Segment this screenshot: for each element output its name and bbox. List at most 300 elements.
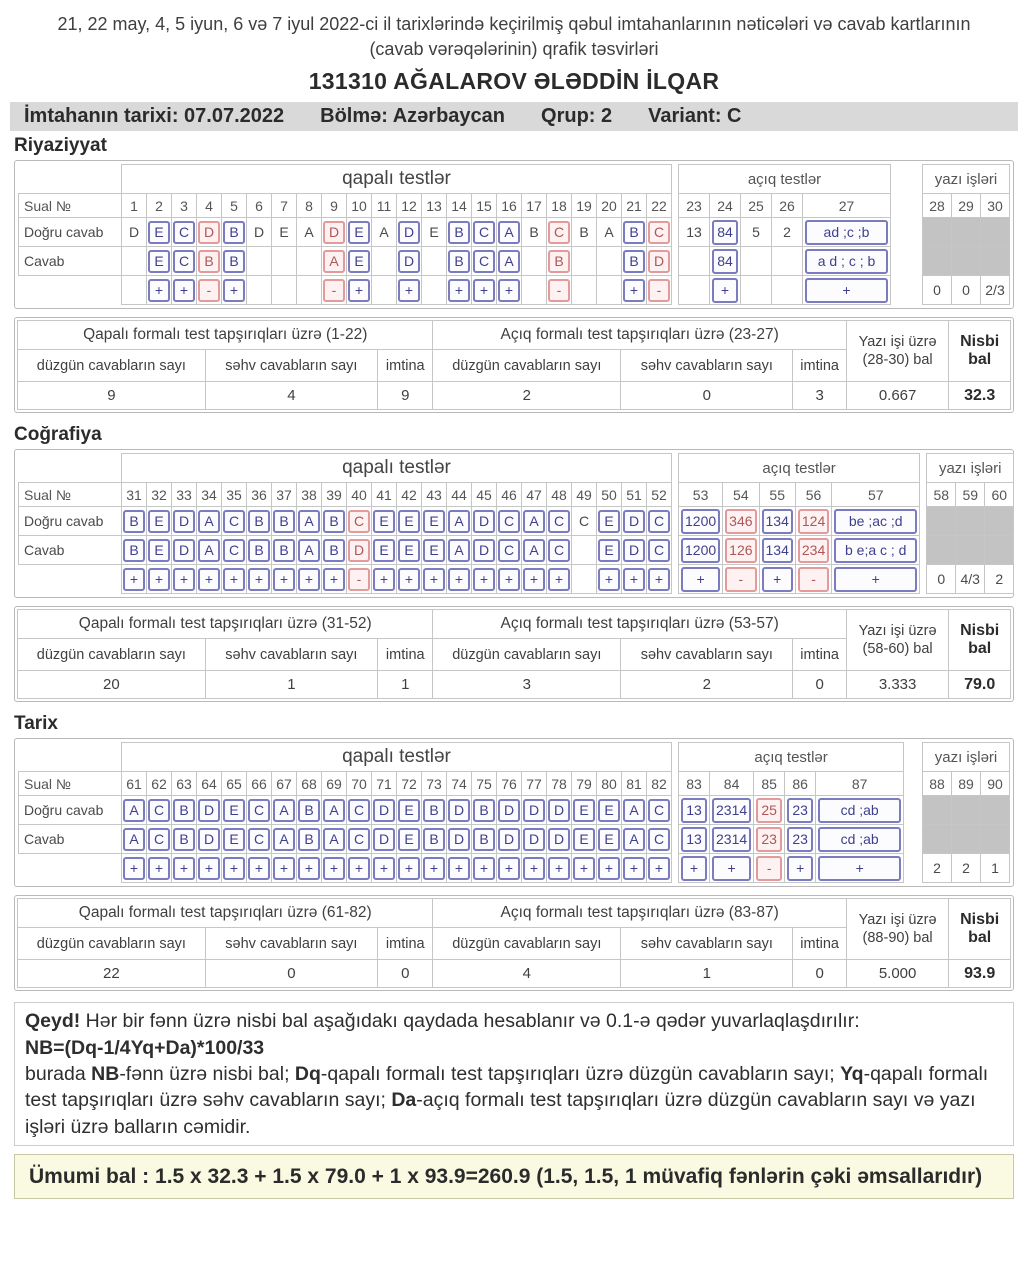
table-row	[923, 218, 1010, 247]
correct-answer-cell	[472, 796, 497, 825]
given-answer-cell	[679, 247, 710, 276]
correct-answer-cell	[597, 507, 622, 536]
answer-value-box: A	[298, 510, 320, 533]
given-answer-cell	[347, 825, 372, 854]
answer-value-box: B	[248, 539, 270, 562]
row-label-question: Sual №	[19, 194, 122, 218]
mark-cell	[772, 276, 803, 305]
answer-value-box: -	[323, 279, 345, 302]
given-answer-cell	[472, 247, 497, 276]
mark-cell	[372, 276, 397, 305]
nisbi-bal-value: 93.9	[949, 960, 1011, 988]
answer-value-box: D	[623, 510, 645, 533]
correct-answer-cell	[147, 507, 172, 536]
row-label-given: Cavab	[19, 247, 122, 276]
closed-tests-table	[18, 164, 672, 305]
answer-value-box: D	[373, 828, 395, 851]
answer-value-box: +	[398, 568, 420, 591]
note-segment: NB=(Dq-1/4Yq+Da)*100/33	[25, 1036, 265, 1059]
answer-value-box: B	[173, 828, 195, 851]
question-number: 19	[572, 194, 597, 218]
summary-nisbi-label: Nisbi bal	[949, 321, 1011, 382]
open-tests-header: açıq testlər	[679, 454, 920, 483]
mark-cell	[447, 854, 472, 883]
correct-answer-cell	[247, 796, 272, 825]
question-number: 25	[741, 194, 772, 218]
correct-answer-cell	[679, 796, 710, 825]
correct-answer-cell	[622, 218, 647, 247]
answer-value-box: A	[448, 539, 470, 562]
answer-value-box: 2314	[712, 827, 751, 852]
answer-value-box: +	[173, 857, 195, 880]
question-number: 70	[347, 772, 372, 796]
answer-value-box: C	[248, 828, 270, 851]
given-answer-cell	[572, 536, 597, 565]
answer-value-box: +	[273, 857, 295, 880]
answer-value-box: B	[448, 221, 470, 244]
mark-cell	[572, 276, 597, 305]
summary-subheader: səhv cavabların sayı	[621, 350, 793, 382]
given-answer-cell	[772, 247, 803, 276]
mark-cell	[322, 276, 347, 305]
answer-value-box: +	[498, 279, 520, 302]
answer-value-box: 23	[756, 827, 782, 852]
question-number: 81	[622, 772, 647, 796]
summary-value: 9	[18, 382, 206, 410]
correct-answer-cell	[447, 218, 472, 247]
correct-answer-cell	[172, 507, 197, 536]
correct-answer-cell	[816, 796, 904, 825]
closed-tests-table	[18, 453, 672, 594]
answer-value-box: C	[648, 510, 670, 533]
table-row	[923, 854, 1010, 883]
answer-value-box: E	[223, 828, 245, 851]
mark-cell	[122, 565, 147, 594]
correct-answer-cell	[622, 796, 647, 825]
answer-strip	[14, 738, 1014, 887]
mark-cell	[272, 854, 297, 883]
given-answer-cell	[547, 825, 572, 854]
mark-cell	[297, 565, 322, 594]
answer-value-box: B	[448, 250, 470, 273]
summary-subheader: səhv cavabların sayı	[205, 350, 377, 382]
table-row	[923, 247, 1010, 276]
answer-value-box: C	[498, 539, 520, 562]
answer-value-box: 23	[787, 798, 813, 823]
question-number: 64	[197, 772, 222, 796]
correct-answer-cell	[297, 218, 322, 247]
correct-answer-cell	[297, 507, 322, 536]
answer-value-box: 13	[681, 827, 707, 852]
mark-cell	[422, 854, 447, 883]
answer-value-box: B	[273, 510, 295, 533]
question-number: 9	[322, 194, 347, 218]
total-score-box: Ümumi bal : 1.5 x 32.3 + 1.5 x 79.0 + 1 x 93.9=260.9 (1.5, 1.5, 1 müvafiq fənlərin çəki əmsallarıdır)	[14, 1154, 1014, 1199]
given-answer-cell	[572, 247, 597, 276]
answer-value-box: D	[198, 828, 220, 851]
answer-value-box: be ;ac ;d	[834, 509, 917, 534]
answer-value-box: A	[623, 799, 645, 822]
summary-open-title: Açıq formalı test tapşırıqları üzrə (83-87)	[433, 899, 846, 928]
answer-value-box: D	[523, 799, 545, 822]
question-number: 62	[147, 772, 172, 796]
note-segment: burada	[25, 1063, 92, 1085]
open-tests-header: açıq testlər	[679, 165, 891, 194]
given-answer-cell	[522, 536, 547, 565]
correct-answer-cell	[222, 796, 247, 825]
table-row	[923, 276, 1010, 305]
given-answer-cell	[622, 536, 647, 565]
answer-value-box: 25	[756, 798, 782, 823]
answer-value: A	[604, 224, 614, 241]
answer-value-box: C	[548, 221, 570, 244]
answer-value-box: B	[298, 799, 320, 822]
answer-value-box: E	[148, 250, 170, 273]
given-answer-cell	[622, 247, 647, 276]
writing-scan-cell	[956, 507, 985, 536]
summary-subheader: düzgün cavabların sayı	[433, 350, 621, 382]
summary-subheader: düzgün cavabların sayı	[433, 928, 621, 960]
given-answer-cell	[422, 536, 447, 565]
answer-value-box: -	[198, 279, 220, 302]
given-answer-cell	[472, 536, 497, 565]
table-row	[679, 483, 920, 507]
question-number: 5	[222, 194, 247, 218]
question-number: 40	[347, 483, 372, 507]
answer-value-box: A	[523, 539, 545, 562]
given-answer-cell	[122, 247, 147, 276]
mark-cell	[597, 565, 622, 594]
correct-answer-cell	[422, 796, 447, 825]
answer-value-box: E	[148, 539, 170, 562]
given-answer-cell	[622, 825, 647, 854]
mark-cell	[197, 276, 222, 305]
correct-answer-cell	[647, 218, 672, 247]
mark-cell	[272, 276, 297, 305]
row-label-correct: Doğru cavab	[19, 796, 122, 825]
summary-value: 2	[433, 382, 621, 410]
answer-value-box: +	[623, 279, 645, 302]
mark-cell	[422, 565, 447, 594]
question-number: 47	[522, 483, 547, 507]
answer-value-box: B	[473, 799, 495, 822]
answer-value-box: A	[123, 828, 145, 851]
answer-value-box: +	[198, 568, 220, 591]
answer-value-box: +	[223, 857, 245, 880]
mark-cell	[622, 854, 647, 883]
table-row	[19, 565, 672, 594]
answer-value: 5	[752, 224, 760, 241]
row-label-question: Sual №	[19, 772, 122, 796]
given-answer-cell	[297, 536, 322, 565]
answer-value-box: C	[648, 828, 670, 851]
answer-value-box: D	[323, 221, 345, 244]
answer-value-box: D	[498, 799, 520, 822]
writing-scan-cell	[927, 507, 956, 536]
correct-answer-cell	[372, 218, 397, 247]
correct-answer-cell	[372, 507, 397, 536]
table-row	[19, 194, 672, 218]
given-answer-cell	[795, 536, 831, 565]
given-answer-cell	[272, 536, 297, 565]
correct-answer-cell	[197, 796, 222, 825]
given-answer-cell	[172, 825, 197, 854]
answer-value-box: +	[598, 857, 620, 880]
question-number: 58	[927, 483, 956, 507]
correct-answer-cell	[222, 507, 247, 536]
correct-answer-cell	[497, 507, 522, 536]
mark-cell	[622, 565, 647, 594]
given-answer-cell	[247, 536, 272, 565]
question-number: 75	[472, 772, 497, 796]
answer-value-box: A	[123, 799, 145, 822]
correct-answer-cell	[172, 796, 197, 825]
closed-tests-header: qapalı testlər	[122, 165, 672, 194]
mark-cell	[472, 854, 497, 883]
summary-value: 0	[793, 671, 846, 699]
answer-value-box: +	[498, 857, 520, 880]
question-number: 14	[447, 194, 472, 218]
question-number: 72	[397, 772, 422, 796]
answer-value-box: +	[548, 857, 570, 880]
summary-subheader: düzgün cavabların sayı	[433, 639, 621, 671]
note-segment: -qapalı formalı test tapşırıqları üzrə səhv cavabların sayı;	[25, 1063, 989, 1112]
answer-value-box: B	[173, 799, 195, 822]
given-answer-cell	[723, 536, 759, 565]
table-row	[18, 382, 1011, 410]
question-number: 21	[622, 194, 647, 218]
mark-cell	[172, 565, 197, 594]
answer-value-box: A	[198, 510, 220, 533]
corner-cell	[19, 454, 122, 483]
answer-value-box: C	[348, 510, 370, 533]
given-answer-cell	[272, 825, 297, 854]
mark-cell	[497, 854, 522, 883]
correct-answer-cell	[679, 507, 723, 536]
mark-cell	[597, 854, 622, 883]
answer-value-box: E	[573, 828, 595, 851]
summary-subheader: imtina	[793, 350, 846, 382]
mark-cell	[172, 854, 197, 883]
answer-value-box: E	[223, 799, 245, 822]
correct-answer-cell	[397, 796, 422, 825]
question-number: 88	[923, 772, 952, 796]
answer-value-box: D	[398, 221, 420, 244]
given-answer-cell	[222, 825, 247, 854]
mark-cell	[372, 854, 397, 883]
correct-answer-cell	[832, 507, 920, 536]
answer-value-box: +	[323, 857, 345, 880]
question-number: 56	[795, 483, 831, 507]
summary-value: 3.333	[846, 671, 949, 699]
table-row	[19, 276, 672, 305]
table-row	[19, 218, 672, 247]
correct-answer-cell	[197, 218, 222, 247]
table-row	[19, 743, 672, 772]
given-answer-cell	[347, 536, 372, 565]
question-number: 38	[297, 483, 322, 507]
summary-value: 2	[621, 671, 793, 699]
mark-cell	[647, 565, 672, 594]
question-number: 29	[952, 194, 981, 218]
answer-value-box: E	[348, 250, 370, 273]
given-answer-cell	[372, 825, 397, 854]
answer-value-box: +	[373, 857, 395, 880]
answer-value-box: +	[448, 568, 470, 591]
answer-value-box: C	[148, 828, 170, 851]
question-number: 84	[710, 772, 754, 796]
question-number: 45	[472, 483, 497, 507]
question-number: 57	[832, 483, 920, 507]
summary-subheader: imtina	[793, 639, 846, 671]
given-answer-cell	[803, 247, 891, 276]
correct-answer-cell	[347, 507, 372, 536]
summary-subheader: düzgün cavabların sayı	[18, 350, 206, 382]
subject-section	[14, 424, 1014, 702]
answer-value-box: 2314	[712, 798, 751, 823]
summary-table	[17, 609, 1011, 699]
writing-scan-cell	[985, 536, 1014, 565]
mark-cell	[723, 565, 759, 594]
given-answer-cell	[647, 825, 672, 854]
answer-value-box: C	[648, 539, 670, 562]
writing-scan-cell	[927, 536, 956, 565]
correct-answer-cell	[322, 796, 347, 825]
table-row	[679, 454, 920, 483]
answer-value-box: B	[623, 221, 645, 244]
answer-value-box: cd ;ab	[818, 798, 901, 823]
mark-cell	[547, 854, 572, 883]
answer-value-box: C	[348, 828, 370, 851]
answer-value-box: C	[648, 799, 670, 822]
answer-value-box: D	[548, 828, 570, 851]
given-answer-cell	[597, 536, 622, 565]
summary-closed-title: Qapalı formalı test tapşırıqları üzrə (31-52)	[18, 610, 433, 639]
mark-cell	[547, 565, 572, 594]
question-number: 7	[272, 194, 297, 218]
table-row	[18, 610, 1011, 639]
question-number: 27	[803, 194, 891, 218]
correct-answer-cell	[422, 507, 447, 536]
mark-cell	[397, 565, 422, 594]
question-number: 54	[723, 483, 759, 507]
answer-value-box: +	[348, 857, 370, 880]
answer-value: 2	[783, 224, 791, 241]
answer-value-box: +	[681, 856, 707, 881]
corner-cell	[19, 276, 122, 305]
summary-subheader: imtina	[378, 928, 433, 960]
row-label-given: Cavab	[19, 536, 122, 565]
answer-value-box: +	[623, 568, 645, 591]
answer-value-box: +	[448, 857, 470, 880]
given-answer-cell	[422, 825, 447, 854]
table-row	[679, 536, 920, 565]
answer-value-box: B	[223, 221, 245, 244]
question-number: 24	[710, 194, 741, 218]
question-number: 74	[447, 772, 472, 796]
given-answer-cell	[322, 825, 347, 854]
writing-scan-cell	[923, 825, 952, 854]
answer-value-box: 23	[787, 827, 813, 852]
mark-cell	[472, 276, 497, 305]
question-number: 36	[247, 483, 272, 507]
mark-cell	[347, 276, 372, 305]
answer-value-box: E	[398, 510, 420, 533]
answer-value-box: D	[198, 799, 220, 822]
answer-value-box: B	[248, 510, 270, 533]
answer-value-box: -	[648, 279, 670, 302]
answer-value-box: +	[762, 567, 793, 592]
question-number: 20	[597, 194, 622, 218]
summary-subheader: səhv cavabların sayı	[205, 639, 377, 671]
question-number: 3	[172, 194, 197, 218]
summary-writing-title: Yazı işi üzrə (28-30) bal	[846, 321, 949, 382]
mark-cell	[222, 276, 247, 305]
table-row	[18, 671, 1011, 699]
mark-cell	[622, 276, 647, 305]
writing-scan-cell	[923, 218, 952, 247]
correct-answer-cell	[297, 796, 322, 825]
note-segment: -açıq formalı test tapşırıqları üzrə düzgün cavabların sayı və yazı işləri üzrə balların cəmidir.	[25, 1089, 976, 1138]
question-number: 51	[622, 483, 647, 507]
answer-value-box: +	[148, 857, 170, 880]
correct-answer-cell	[772, 218, 803, 247]
question-number: 10	[347, 194, 372, 218]
question-number: 52	[647, 483, 672, 507]
summary-value: 4	[205, 382, 377, 410]
given-answer-cell	[247, 247, 272, 276]
correct-answer-cell	[147, 796, 172, 825]
answer-value-box: +	[712, 856, 751, 881]
subject-title: Riyaziyyat	[14, 135, 107, 157]
answer-value-box: +	[573, 857, 595, 880]
answer-value-box: E	[423, 510, 445, 533]
answer-value-box: D	[348, 539, 370, 562]
question-number: 68	[297, 772, 322, 796]
given-answer-cell	[647, 536, 672, 565]
correct-answer-cell	[122, 507, 147, 536]
answer-value-box: D	[448, 828, 470, 851]
correct-answer-cell	[172, 218, 197, 247]
answer-value-box: E	[573, 799, 595, 822]
summary-subheader: imtina	[378, 350, 433, 382]
answer-value-box: D	[498, 828, 520, 851]
given-answer-cell	[272, 247, 297, 276]
question-number: 15	[472, 194, 497, 218]
question-number: 63	[172, 772, 197, 796]
summary-closed-title: Qapalı formalı test tapşırıqları üzrə (61-82)	[18, 899, 433, 928]
note-segment: NB	[91, 1063, 120, 1085]
answer-value-box: +	[148, 568, 170, 591]
answer-value-box: C	[548, 539, 570, 562]
writing-tasks-table	[922, 164, 1010, 305]
mark-cell	[122, 276, 147, 305]
summary-box	[14, 317, 1014, 413]
question-number: 30	[981, 194, 1010, 218]
question-number: 23	[679, 194, 710, 218]
answer-value-box: -	[548, 279, 570, 302]
table-row	[927, 565, 1014, 594]
correct-answer-cell	[122, 218, 147, 247]
given-answer-cell	[397, 825, 422, 854]
given-answer-cell	[754, 825, 785, 854]
given-answer-cell	[679, 825, 710, 854]
given-answer-cell	[572, 825, 597, 854]
exam-info-bar	[10, 102, 1018, 131]
correct-answer-cell	[447, 507, 472, 536]
exam-info-item: Qrup: 2	[541, 105, 613, 128]
question-number: 28	[923, 194, 952, 218]
